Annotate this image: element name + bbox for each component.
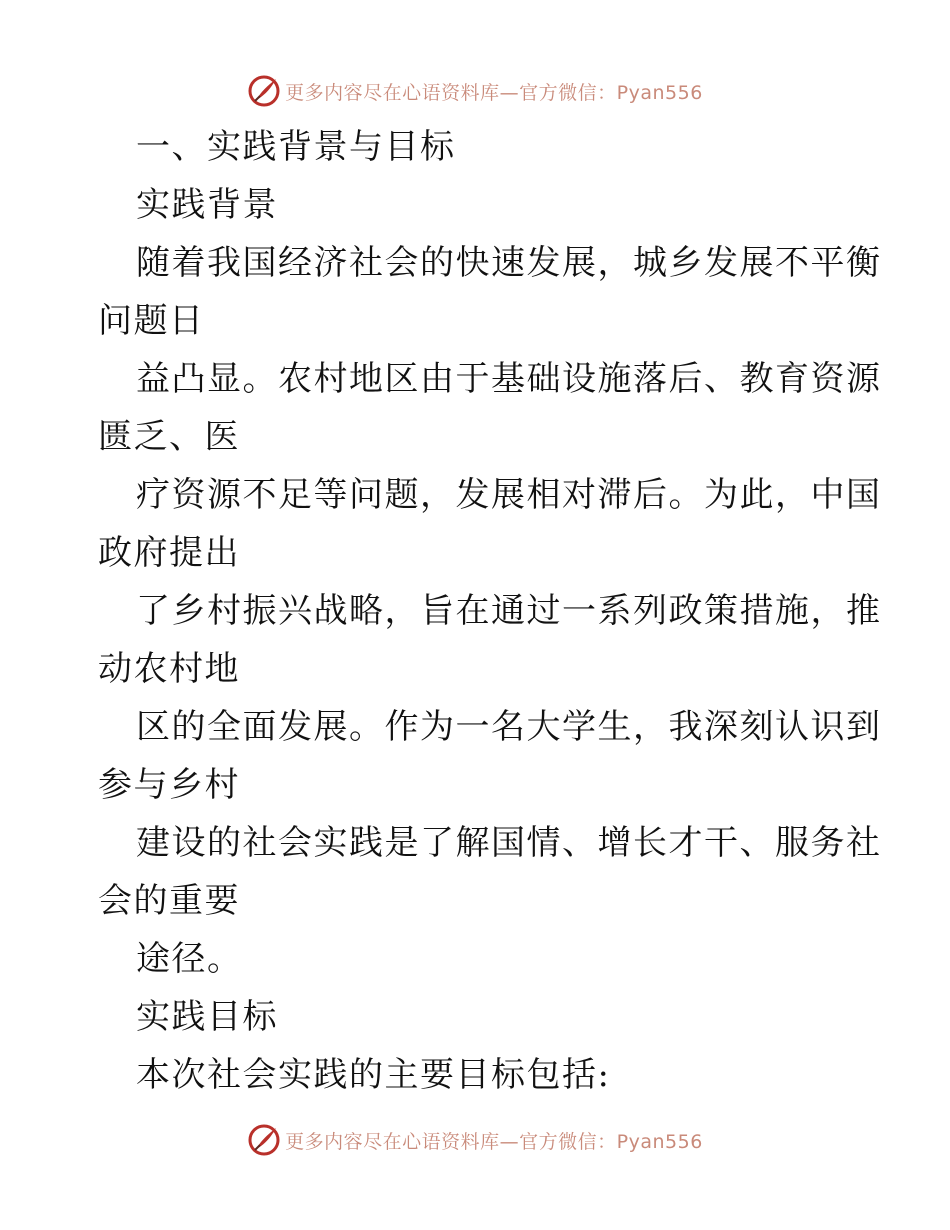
paragraph-line: 参与乡村 xyxy=(98,765,240,805)
paragraph-line: 政府提出 xyxy=(98,533,240,573)
section-heading: 一、实践背景与目标 xyxy=(136,127,456,167)
subheading-goals: 实践目标 xyxy=(136,997,278,1037)
document-body xyxy=(98,118,882,1104)
paragraph-line: 动农村地 xyxy=(98,649,240,689)
footer-watermark-text: 更多内容尽在心语资料库—官方微信：Pyan556 xyxy=(285,1130,703,1153)
feather-quill-logo xyxy=(247,74,281,108)
paragraph-line: 建设的社会实践是了解国情、增长才干、服务社 xyxy=(136,823,882,863)
paragraph-line: 会的重要 xyxy=(98,881,240,921)
feather-quill-logo xyxy=(247,1123,281,1157)
paragraph-line: 匮乏、医 xyxy=(98,417,240,457)
subheading-background: 实践背景 xyxy=(136,185,278,225)
footer-watermark xyxy=(0,1120,950,1160)
paragraph-line: 疗资源不足等问题，发展相对滞后。为此，中国 xyxy=(136,475,882,515)
paragraph-line: 本次社会实践的主要目标包括: xyxy=(136,1055,611,1095)
header-watermark xyxy=(0,71,950,111)
paragraph-line: 途径。 xyxy=(136,939,243,979)
paragraph-line: 随着我国经济社会的快速发展，城乡发展不平衡 xyxy=(136,243,882,283)
paragraph-line: 问题日 xyxy=(98,301,205,341)
paragraph-line: 益凸显。农村地区由于基础设施落后、教育资源 xyxy=(136,359,882,399)
paragraph-line: 了乡村振兴战略，旨在通过一系列政策措施，推 xyxy=(136,591,882,631)
header-watermark-text: 更多内容尽在心语资料库—官方微信：Pyan556 xyxy=(285,81,703,104)
paragraph-line: 区的全面发展。作为一名大学生，我深刻认识到 xyxy=(136,707,882,747)
